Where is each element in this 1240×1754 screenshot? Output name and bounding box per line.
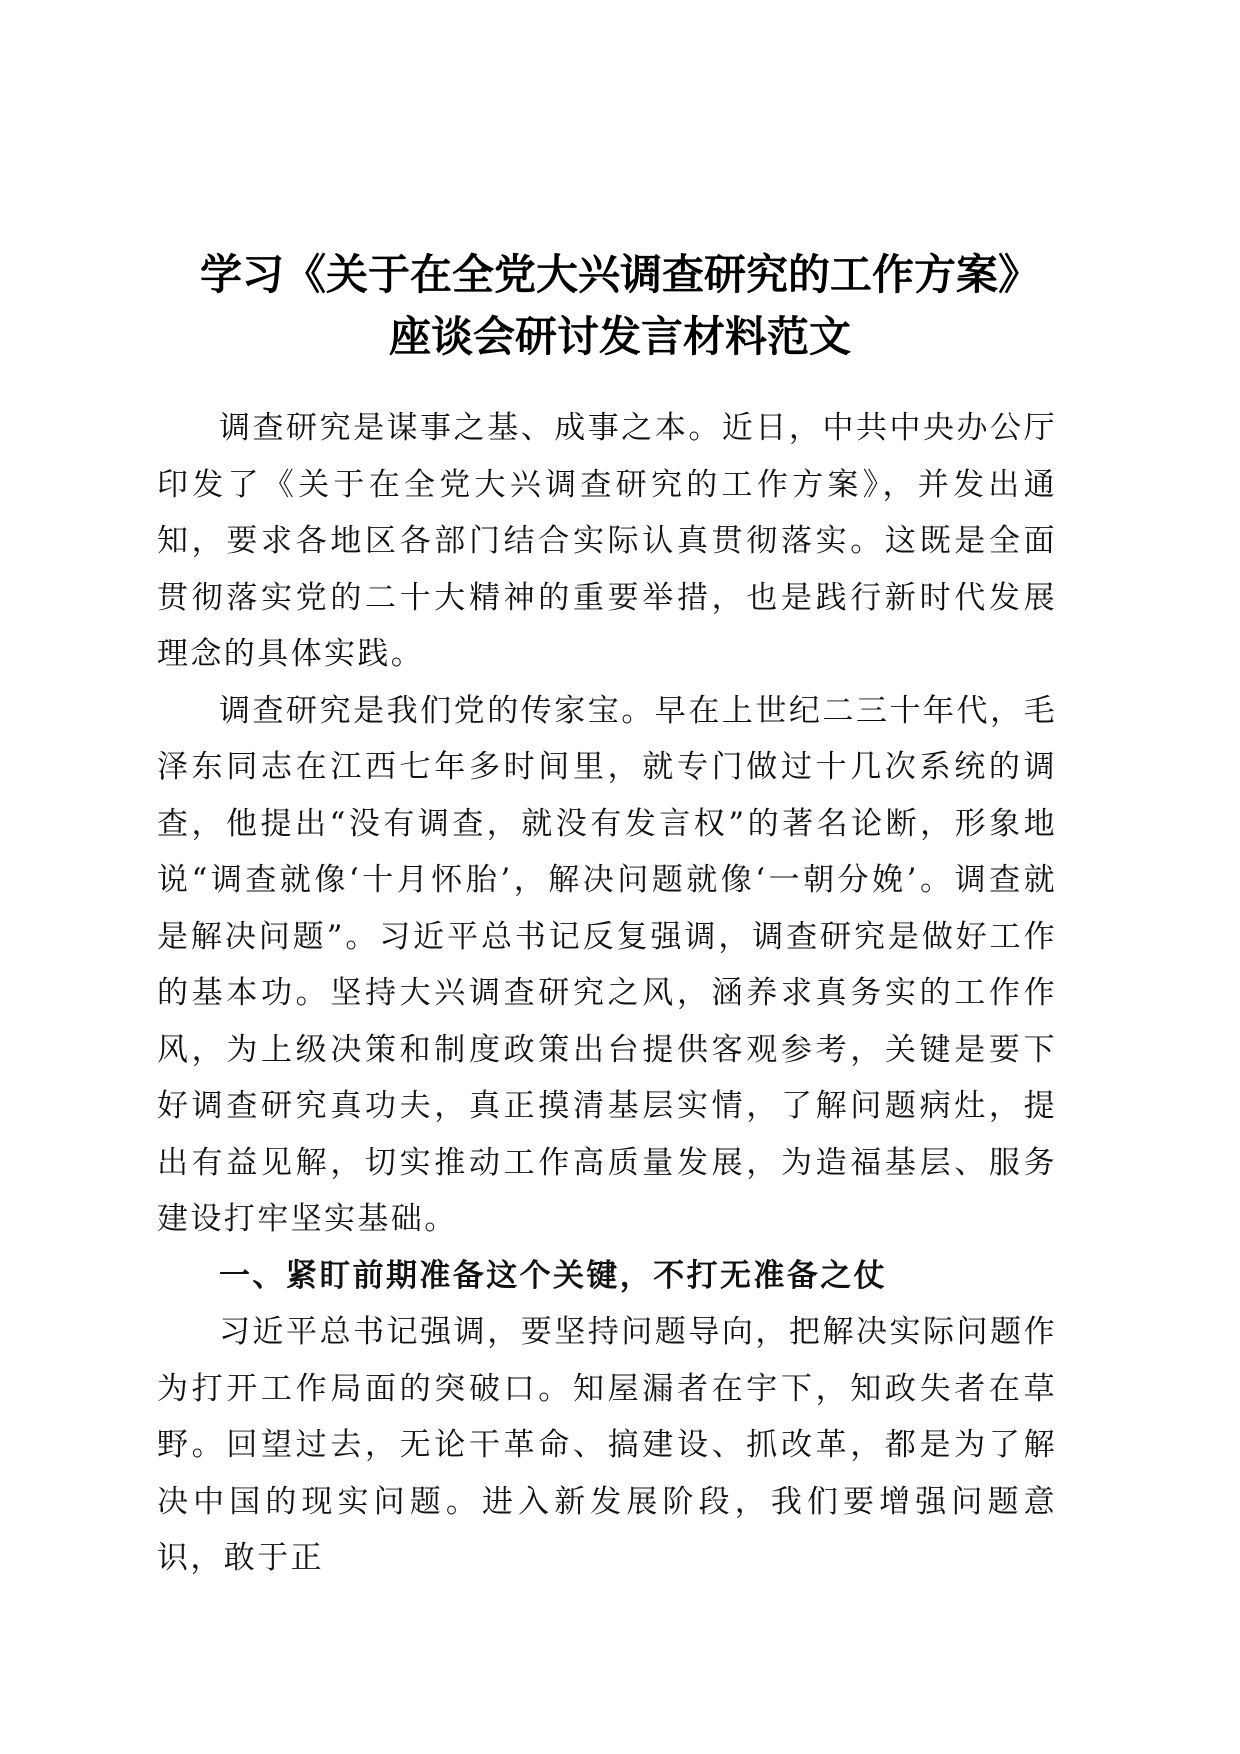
title-line-1: 学习《关于在全党大兴调查研究的工作方案》 xyxy=(199,250,1040,299)
section-heading-1: 一、紧盯前期准备这个关键，不打无准备之仗 xyxy=(219,1257,887,1294)
document-body xyxy=(157,400,1057,1587)
paragraph-1: 调查研究是谋事之基、成事之本。近日，中共中央办公厅印发了《关于在全党大兴调查研究的工作方案》，并发出通知，要求各地区各部门结合实际认真贯彻落实。这既是全面贯彻落实党的二十大精神的重要举措，也是践行新时代发展理念的具体实践。 xyxy=(157,410,1057,672)
paragraph-3: 习近平总书记强调，要坚持问题导向，把解决实际问题作为打开工作局面的突破口。知屋漏者在宇下，知政失者在草野。回望过去，无论干革命、搞建设、抓改革，都是为了解决中国的现实问题。进入新发展阶段，我们要增强问题意识，敢于正 xyxy=(157,1314,1057,1576)
document-title xyxy=(130,244,1110,368)
paragraph-2: 调查研究是我们党的传家宝。早在上世纪二三十年代，毛泽东同志在江西七年多时间里，就专门做过十几次系统的调查，他提出“没有调查，就没有发言权”的著名论断，形象地说“调查就像‘十月怀胎’，解决问题就像‘一朝分娩’。调查就是解决问题”。习近平总书记反复强调，调查研究是做好工作的基本功。坚持大兴调查研究之风，涵养求真务实的工作作风，为上级决策和制度政策出台提供客观参考，关键是要下好调查研究真功夫，真正摸清基层实情，了解问题病灶，提出有益见解，切实推动工作高质量发展，为造福基层、服务建设打牢坚实基础。 xyxy=(157,692,1057,1237)
title-line-2: 座谈会研讨发言材料范文 xyxy=(388,312,851,361)
